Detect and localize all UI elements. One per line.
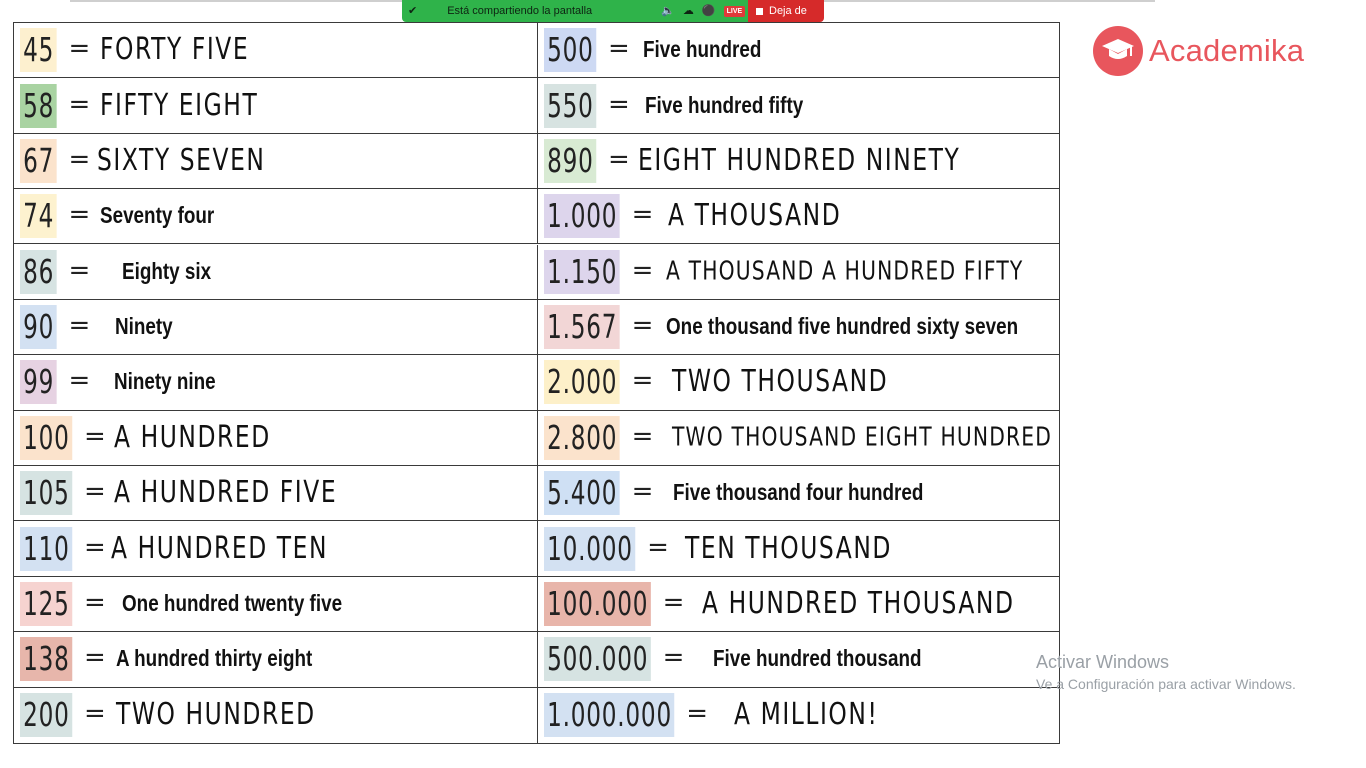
equals-sign: =: [83, 476, 106, 507]
table-cell: [538, 466, 1059, 521]
table-cell: [14, 23, 538, 78]
number-words: Ninety nine: [114, 368, 216, 395]
equals-sign: =: [631, 476, 654, 507]
logo-name: Academika: [1149, 33, 1305, 68]
number-value: 58: [20, 84, 56, 128]
equals-sign: =: [647, 532, 669, 563]
table-cell: [538, 134, 1059, 189]
number-words: A THOUSAND: [668, 198, 842, 234]
equals-sign: =: [68, 255, 91, 286]
number-words: A THOUSAND A HUNDRED FIFTY: [666, 256, 1024, 287]
equals-sign: =: [68, 199, 91, 230]
number-value: 125: [20, 582, 72, 626]
table-cell: [14, 466, 538, 521]
equals-sign: =: [68, 144, 91, 175]
equals-sign: =: [607, 33, 630, 64]
number-value: 86: [20, 250, 56, 294]
equals-sign: =: [662, 642, 685, 673]
table-cell: [538, 300, 1059, 355]
number-value: 5.400: [544, 471, 620, 515]
table-cell: [14, 411, 538, 466]
number-value: 110: [20, 527, 72, 571]
shield-icon[interactable]: ⚫: [701, 4, 716, 17]
table-cell: [14, 189, 538, 244]
number-words: SIXTY SEVEN: [97, 142, 266, 178]
number-words: One hundred twenty five: [122, 589, 343, 616]
number-words: A HUNDRED: [114, 419, 271, 455]
number-value: 1.000.000: [544, 693, 674, 737]
windows-activation-watermark: [1036, 652, 1296, 692]
number-value: 90: [20, 305, 56, 349]
number-value: 550: [544, 84, 596, 128]
number-words: Ninety: [115, 312, 173, 339]
number-words: A hundred thirty eight: [116, 645, 313, 672]
equals-sign: =: [68, 310, 91, 341]
equals-sign: =: [631, 199, 654, 230]
number-words: Five hundred thousand: [713, 645, 922, 672]
table-cell: [14, 577, 538, 632]
number-words: EIGHT HUNDRED NINETY: [638, 142, 961, 178]
live-badge[interactable]: LIVE: [724, 6, 746, 17]
stop-square-icon: [756, 8, 763, 15]
table-cell: [538, 78, 1059, 133]
table-cell: [538, 23, 1059, 78]
equals-sign: =: [83, 642, 106, 673]
number-value: 1.000: [544, 194, 620, 238]
watermark-subtitle: Ve a Configuración para activar Windows.: [1036, 676, 1296, 692]
table-cell: [14, 245, 538, 300]
number-words: A HUNDRED THOUSAND: [702, 585, 1015, 621]
number-words: Seventy four: [100, 202, 215, 229]
stop-share-button[interactable]: [748, 0, 824, 22]
number-value: 2.800: [544, 416, 620, 460]
graduation-cap-icon: [1093, 26, 1143, 76]
table-cell: [538, 189, 1059, 244]
number-words: A MILLION!: [734, 697, 879, 733]
number-value: 890: [544, 139, 596, 183]
number-words: FORTY FIVE: [100, 31, 250, 67]
number-words: Five hundred fifty: [645, 91, 804, 118]
table-cell: [538, 245, 1059, 300]
number-words: Eighty six: [122, 257, 212, 284]
table-cell: [538, 688, 1059, 743]
table-cell: [14, 134, 538, 189]
equals-sign: =: [68, 365, 91, 396]
table-cell: [14, 521, 538, 576]
number-value: 1.150: [544, 250, 620, 294]
screen-share-bar[interactable]: [402, 0, 824, 22]
table-cell: [14, 632, 538, 687]
equals-sign: =: [607, 144, 630, 175]
number-value: 45: [20, 28, 56, 72]
equals-sign: =: [68, 33, 91, 64]
equals-sign: =: [631, 255, 654, 286]
number-value: 200: [20, 693, 72, 737]
equals-sign: =: [662, 587, 685, 618]
share-pin-icon: ✔: [408, 4, 418, 17]
number-value: 138: [20, 637, 72, 681]
number-value: 500: [544, 28, 596, 72]
number-value: 2.000: [544, 360, 620, 404]
number-words: FIFTY EIGHT: [100, 87, 259, 123]
numbers-table: [13, 22, 1060, 744]
equals-sign: =: [686, 698, 709, 729]
number-value: 67: [20, 139, 56, 183]
number-value: 100.000: [544, 582, 651, 626]
number-words: A HUNDRED TEN: [111, 530, 329, 566]
number-words: TWO THOUSAND: [672, 364, 889, 400]
watermark-title: Activar Windows: [1036, 652, 1170, 672]
number-words: A HUNDRED FIVE: [114, 474, 338, 510]
number-words: Five hundred: [643, 36, 762, 63]
number-value: 10.000: [544, 527, 635, 571]
table-cell: [538, 632, 1059, 687]
equals-sign: =: [631, 365, 654, 396]
share-message: Está compartiendo la pantalla: [447, 5, 593, 17]
equals-sign: =: [83, 698, 106, 729]
stop-share-label: Deja de: [769, 5, 807, 17]
table-cell: [14, 355, 538, 410]
academika-logo: [1093, 26, 1304, 76]
number-value: 105: [20, 471, 72, 515]
number-words: TWO HUNDRED: [116, 697, 316, 733]
cloud-icon[interactable]: ☁: [682, 4, 694, 17]
table-cell: [538, 411, 1059, 466]
equals-sign: =: [631, 310, 654, 341]
number-value: 1.567: [544, 305, 620, 349]
volume-icon[interactable]: 🔈: [661, 4, 675, 17]
equals-sign: =: [83, 532, 106, 563]
equals-sign: =: [83, 421, 106, 452]
share-status[interactable]: [402, 0, 748, 22]
number-value: 100: [20, 416, 72, 460]
table-cell: [14, 78, 538, 133]
number-words: TEN THOUSAND: [685, 530, 893, 566]
table-cell: [538, 577, 1059, 632]
table-cell: [538, 355, 1059, 410]
number-value: 74: [20, 194, 56, 238]
number-value: 99: [20, 360, 56, 404]
equals-sign: =: [607, 89, 630, 120]
equals-sign: =: [83, 587, 106, 618]
number-words: TWO THOUSAND EIGHT HUNDRED: [672, 422, 1053, 453]
number-words: Five thousand four hundred: [673, 479, 924, 506]
number-words: One thousand five hundred sixty seven: [666, 312, 1019, 339]
equals-sign: =: [68, 89, 91, 120]
table-cell: [14, 688, 538, 743]
table-cell: [538, 521, 1059, 576]
number-value: 500.000: [544, 637, 651, 681]
table-cell: [14, 300, 538, 355]
equals-sign: =: [631, 421, 654, 452]
